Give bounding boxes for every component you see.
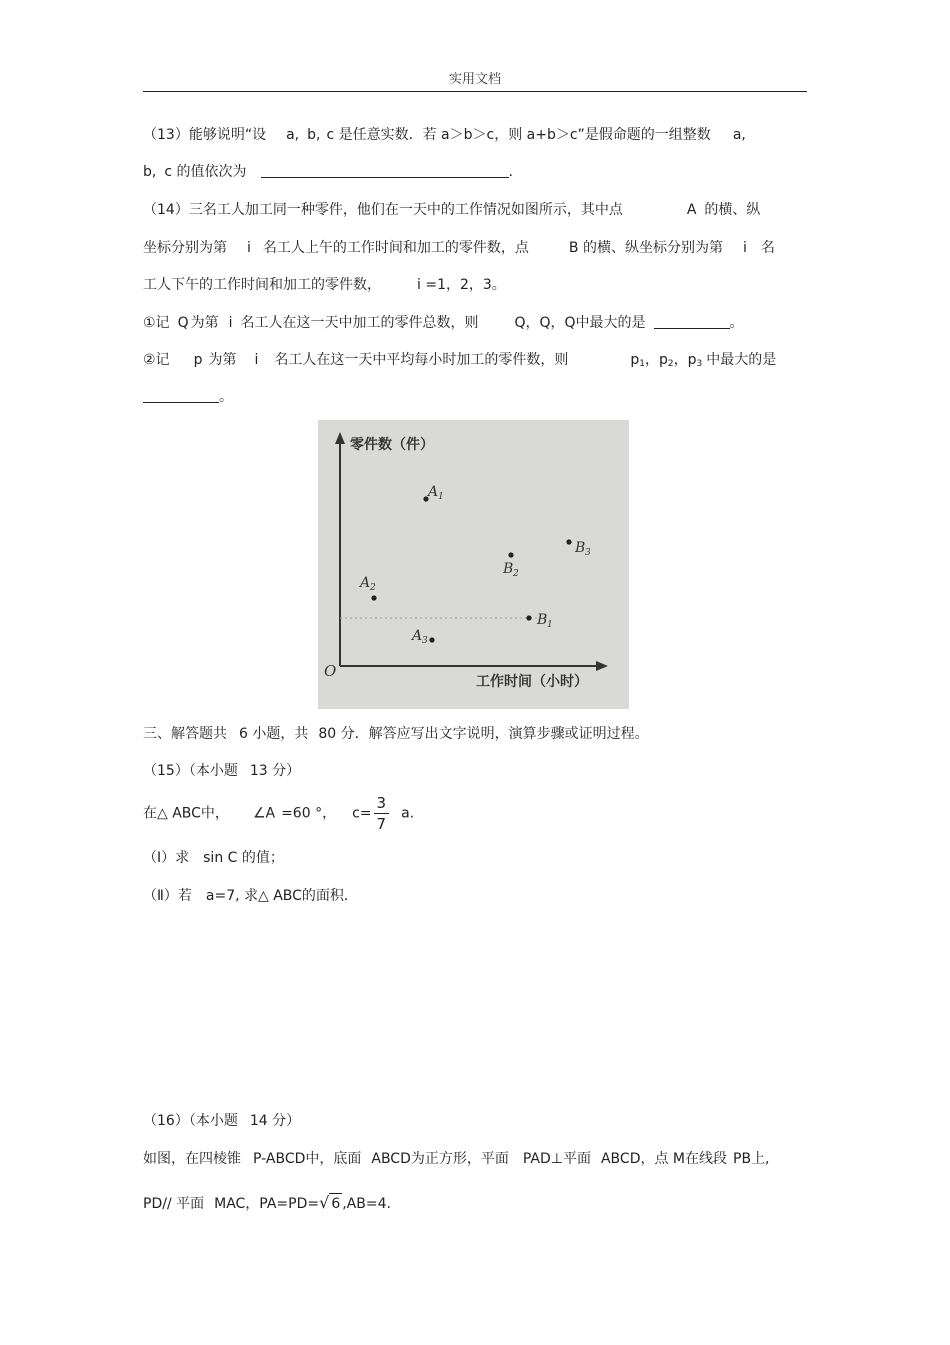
q14-text: 坐标分别为第	[143, 240, 227, 256]
q14-text: ，p	[644, 352, 668, 368]
origin-label: O	[324, 662, 337, 680]
sqrt-radicand: 6	[329, 1193, 342, 1214]
point-b1-dot	[526, 615, 531, 620]
point-a2-name: A	[360, 575, 371, 591]
q14-text: 。	[729, 315, 744, 331]
q16-text: PD// 平面	[143, 1196, 205, 1212]
point-a1	[423, 484, 443, 502]
point-b1	[526, 612, 552, 630]
q15-text: c=	[352, 805, 372, 822]
q14-text: A	[686, 202, 697, 218]
q13-text: c 的值依次为	[164, 164, 247, 180]
q14-text: 名工人在这一天中加工的零件总数，则	[240, 315, 479, 331]
q15-text: 13 分）	[249, 763, 301, 779]
q15-text: a.	[401, 805, 415, 822]
q15-text: （15）（本小题	[143, 763, 238, 779]
subscript: 2	[667, 359, 674, 369]
q15-text: ∠A	[252, 805, 276, 822]
q16-title	[143, 1111, 300, 1131]
point-b3-index: 3	[585, 548, 591, 558]
q14-sub-1	[143, 313, 744, 333]
q14-line-1	[143, 200, 760, 220]
point-a2-dot	[371, 595, 376, 600]
q14-text: 名工人上午的工作时间和加工的零件数，点	[262, 240, 529, 256]
q14-text: （14）三名工人加工同一种零件，他们在一天中的工作情况如图所示，其中点	[143, 202, 623, 218]
q15-text: （Ⅱ）若	[143, 888, 192, 904]
q14-sub-2-answer	[143, 387, 233, 407]
q14-text: ，p	[673, 352, 697, 368]
q14-text: 工人下午的工作时间和加工的零件数，	[143, 277, 381, 293]
q16-text: P-ABCD中，底面	[253, 1151, 362, 1167]
q13-text: b,	[307, 127, 321, 143]
page-header: 实用文档	[448, 72, 501, 87]
sqrt-symbol: √	[319, 1193, 330, 1212]
q14-text: i =1，2，3。	[417, 277, 506, 293]
point-b2-dot	[508, 552, 513, 557]
q14-text: 名工人在这一天中平均每小时加工的零件数，则	[274, 352, 569, 368]
q16-text: ABCD，点 M在线段	[600, 1151, 728, 1167]
q13-line-1	[143, 125, 746, 145]
point-b1-index: 1	[547, 620, 553, 630]
q14-text: 为第	[208, 352, 237, 368]
section-text: 三、解答题共	[143, 726, 227, 742]
x-axis-arrow	[596, 661, 608, 671]
q14-text: i	[247, 240, 251, 256]
q14-line-3	[143, 275, 506, 295]
point-b3-dot	[566, 539, 571, 544]
q14-text: p	[630, 352, 640, 368]
q15-text: （Ⅰ）求	[143, 850, 190, 866]
q14-text: ①记	[143, 315, 170, 331]
point-b2	[502, 552, 519, 579]
q16-text: PB上,	[733, 1151, 770, 1167]
section-3-heading	[143, 724, 649, 744]
q16-text: MAC，PA=PD=	[214, 1196, 320, 1212]
q13-text: .	[508, 164, 513, 180]
q14-text: ②记	[143, 352, 170, 368]
q15-condition	[143, 793, 414, 834]
q15-text: sin C 的值；	[203, 850, 284, 866]
q14-line-2	[143, 238, 775, 258]
q13-text: a,	[732, 127, 746, 143]
header-rule	[143, 91, 807, 92]
q15-text: a=7, 求△ ABC的面积．	[205, 888, 358, 904]
y-axis-arrow	[335, 432, 345, 444]
q16-line-2	[143, 1193, 391, 1214]
q16-text: 14 分）	[249, 1113, 301, 1129]
section-text: 80 分．解答应写出文字说明，演算步骤或证明过程。	[318, 726, 649, 742]
q15-text: 在△ ABC中，	[143, 805, 229, 822]
worker-chart-svg	[318, 420, 629, 709]
point-a2	[358, 575, 377, 601]
point-a1-index: 1	[438, 492, 444, 502]
q13-text: c 是任意实数．若 a＞b＞c，则 a+b＞c”是假命题的一组整数	[326, 127, 711, 143]
point-a3-dot	[429, 637, 434, 642]
section-text: 6 小题，共	[239, 726, 309, 742]
q16-text: ABCD为正方形，平面	[371, 1151, 509, 1167]
point-b2-index: 2	[513, 569, 519, 579]
x-axis-label: 工作时间（小时）	[476, 674, 588, 690]
fraction-denominator: 7	[376, 815, 387, 833]
q14-text: 名	[760, 240, 775, 256]
q16-line-1	[143, 1149, 770, 1169]
fraction-numerator: 3	[374, 793, 390, 814]
q16-text: ,AB=4.	[342, 1196, 391, 1212]
plot-points	[358, 484, 591, 646]
q14-text: i	[228, 315, 233, 331]
q14-text: B 的横、纵坐标分别为第	[568, 240, 723, 256]
q14-text: i	[254, 352, 259, 368]
point-b1-name: B	[537, 612, 548, 628]
q13-text: （13）能够说明“设	[143, 127, 267, 143]
q15-part-1	[143, 848, 284, 868]
q16-text: PAD⊥平面	[522, 1151, 591, 1167]
point-a3	[410, 628, 435, 646]
answer-blank	[261, 163, 509, 178]
q15-title	[143, 761, 300, 781]
q14-text: 为第	[190, 315, 219, 331]
y-axis-label: 零件数（件）	[350, 437, 434, 453]
subscript: 1	[639, 359, 645, 369]
q14-text: 。	[219, 389, 233, 405]
q13-text: a,	[286, 127, 300, 143]
point-a1-name: A	[428, 484, 439, 500]
point-b2-name: B	[503, 561, 514, 577]
q15-text: =60 °，	[281, 805, 337, 822]
answer-blank	[143, 388, 219, 403]
fraction-3-over-7	[374, 793, 390, 834]
answer-blank	[654, 314, 730, 329]
point-b3	[566, 539, 591, 558]
q16-text: （16）（本小题	[143, 1113, 238, 1129]
q15-part-2	[143, 886, 358, 906]
q13-text: b,	[143, 164, 157, 180]
point-a3-name: A	[412, 628, 423, 644]
q14-text: 中最大的是	[706, 352, 777, 368]
point-a2-index: 2	[370, 583, 376, 593]
subscript: 3	[696, 359, 703, 369]
q14-text: p	[193, 352, 203, 368]
point-a3-index: 3	[422, 636, 428, 646]
q14-text: 中最大的是	[575, 315, 646, 331]
q13-line-2	[143, 162, 513, 182]
q14-text: Q，Q，Q	[514, 315, 576, 331]
q16-text: 如图，在四棱锥	[143, 1151, 241, 1167]
q14-text: Q	[177, 315, 189, 331]
q14-text: i	[742, 240, 747, 256]
point-b3-name: B	[575, 540, 586, 556]
q14-text: 的横、纵	[704, 202, 761, 218]
q14-sub-2	[143, 350, 776, 374]
worker-chart-figure	[318, 420, 629, 709]
